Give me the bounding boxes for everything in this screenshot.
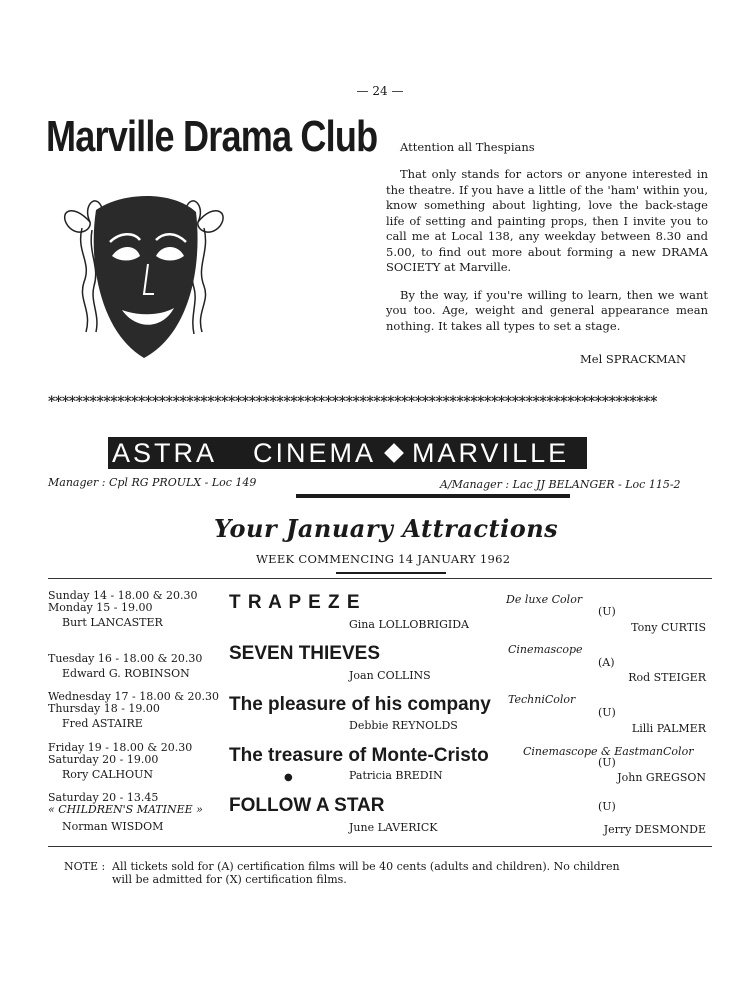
note-line-1: All tickets sold for (A) certification films will be 40 cents (adults and children). No children	[112, 860, 620, 873]
film-lead-star: Norman WISDOM	[62, 820, 164, 833]
thespians-article	[386, 167, 708, 346]
banner-separator-icon	[221, 437, 249, 469]
film-schedule-line-1: Tuesday 16 - 18.00 & 20.30	[48, 652, 203, 665]
banner-word-marville: MARVILLE	[408, 437, 573, 469]
attractions-title: Your January Attractions	[214, 514, 559, 543]
film-lead-star: Burt LANCASTER	[62, 616, 163, 629]
film-second-star: John GREGSON	[617, 771, 706, 784]
film-process: TechniColor	[508, 693, 576, 706]
film-lead-star: Rory CALHOUN	[62, 768, 154, 781]
banner-word-astra: ASTRA	[108, 437, 221, 469]
article-paragraph-1: That only stands for actors or anyone interested in the theatre. If you have a little of the 'ham' within you, know something about lighting, love the back-stage life of setting and painting props, then I invite you to call me at Local 138, any weekday between 8.30 and 5.00, to find out more about forming a new DRAMA SOCIETY at Marville.	[386, 167, 708, 274]
film-rating: (U)	[598, 706, 616, 719]
film-schedule-line-2: Monday 15 - 19.00	[48, 601, 153, 614]
manager-underline-bar	[296, 494, 570, 498]
diamond-icon	[380, 437, 408, 469]
film-process: Cinemascope	[508, 643, 583, 656]
note-line-2: will be admitted for (X) certification films.	[112, 873, 347, 886]
banner-word-cinema: CINEMA	[249, 437, 380, 469]
film-co-star: Debbie REYNOLDS	[349, 719, 458, 732]
star-divider: ****************************************************************************************	[48, 394, 658, 410]
film-rating: (A)	[598, 656, 615, 669]
manager-line: Manager : Cpl RG PROULX - Loc 149	[48, 476, 257, 489]
banner-end-icon	[573, 437, 587, 469]
film-co-star: Gina LOLLOBRIGIDA	[349, 618, 470, 631]
ticket-note	[64, 860, 714, 886]
week-underline	[336, 572, 446, 574]
film-process: Cinemascope & EastmanColor	[523, 745, 694, 758]
film-second-star: Lilli PALMER	[631, 722, 706, 735]
film-title: The treasure of Monte-Cristo	[229, 745, 489, 766]
film-second-star: Rod STEIGER	[628, 671, 706, 684]
film-title: SEVEN THIEVES	[229, 643, 380, 664]
film-co-star: June LAVERICK	[349, 821, 438, 834]
film-schedule-line-2: « CHILDREN'S MATINEE »	[48, 803, 203, 816]
film-co-star: Joan COLLINS	[349, 669, 431, 682]
film-process: De luxe Color	[506, 593, 583, 606]
film-title: FOLLOW A STAR	[229, 795, 385, 816]
note-label: NOTE :	[64, 860, 106, 873]
film-row-treasure-of-monte-cristo	[0, 742, 750, 792]
bullet-icon: ●	[284, 772, 293, 783]
film-schedule-line-1: Sunday 14 - 18.00 & 20.30	[48, 589, 198, 602]
page-number: — 24 —	[356, 84, 404, 98]
week-commencing: WEEK COMMENCING 14 JANUARY 1962	[256, 552, 511, 566]
astra-cinema-banner	[108, 437, 587, 469]
film-rating: (U)	[598, 800, 616, 813]
film-second-star: Jerry DESMONDE	[603, 823, 706, 836]
film-schedule-line-1: Friday 19 - 18.00 & 20.30	[48, 741, 193, 754]
film-schedule-line-2: Thursday 18 - 19.00	[48, 702, 160, 715]
assistant-manager-line: A/Manager : Lac JJ BELANGER - Loc 115-2	[440, 478, 681, 491]
film-co-star: Patricia BREDIN	[349, 769, 443, 782]
article-paragraph-2: By the way, if you're willing to learn, then we want you too. Age, weight and general appearance mean nothing. It takes all types to set a stage.	[386, 287, 708, 333]
drama-club-title: Marville Drama Club	[46, 112, 378, 161]
film-rating: (U)	[598, 756, 616, 769]
film-row-pleasure-of-his-company	[0, 691, 750, 741]
film-lead-star: Edward G. ROBINSON	[62, 667, 190, 680]
film-rating: (U)	[598, 605, 616, 618]
film-second-star: Tony CURTIS	[631, 621, 706, 634]
film-title: The pleasure of his company	[229, 694, 491, 715]
film-schedule-line-1: Saturday 20 - 13.45	[48, 791, 159, 804]
theatre-mask-illustration	[52, 182, 232, 366]
film-lead-star: Fred ASTAIRE	[62, 717, 143, 730]
film-title: T R A P E Z E	[229, 592, 361, 613]
film-row-follow-a-star	[0, 792, 750, 842]
film-row-seven-thieves	[0, 641, 750, 691]
film-row-trapeze	[0, 590, 750, 640]
list-top-rule	[48, 578, 712, 579]
film-schedule-line-2: Saturday 20 - 19.00	[48, 753, 159, 766]
article-signature: Mel SPRACKMAN	[580, 352, 687, 366]
list-bottom-rule	[48, 846, 712, 847]
film-schedule-line-1: Wednesday 17 - 18.00 & 20.30	[48, 690, 219, 703]
thespians-heading: Attention all Thespians	[400, 140, 535, 154]
